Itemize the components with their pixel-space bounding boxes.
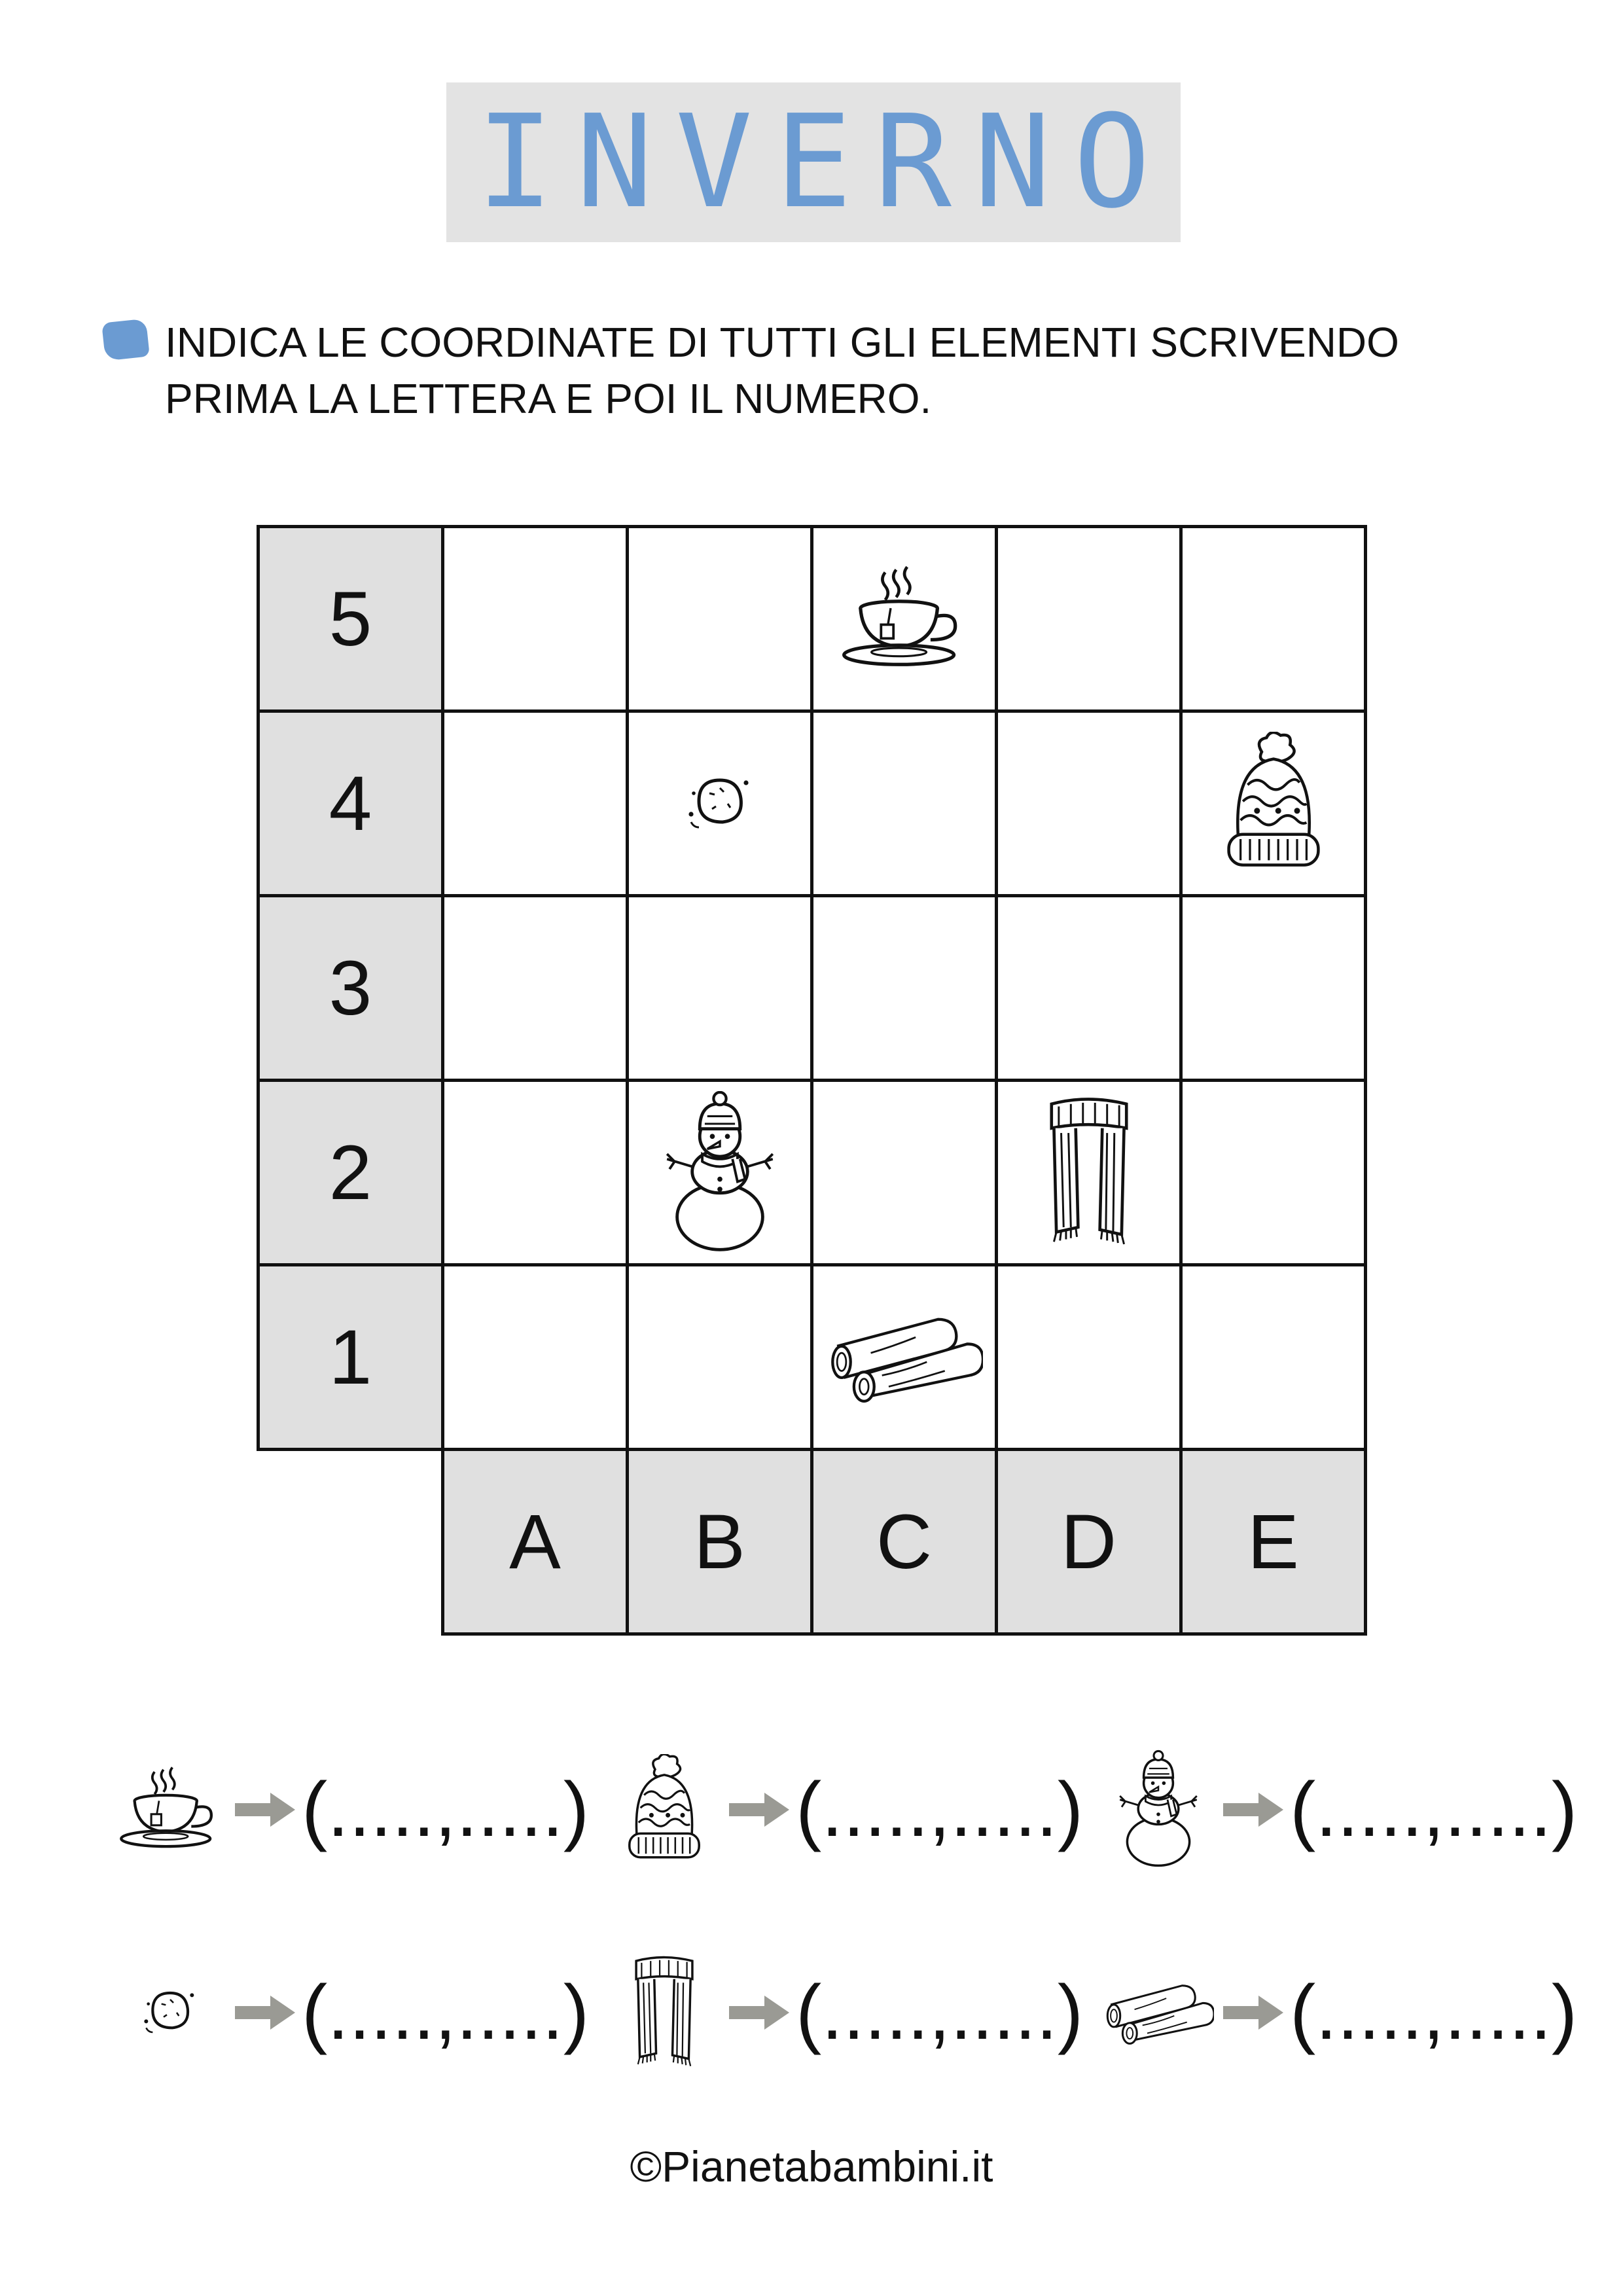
answer-logs: [1103, 1957, 1577, 2068]
grid-cell-c1[interactable]: [810, 1263, 998, 1451]
row-label-4: [257, 709, 444, 897]
column-label-text: E: [1247, 1498, 1299, 1585]
instruction-bullet-icon: [101, 319, 150, 361]
answer-teacup: [115, 1754, 589, 1865]
snowball-icon: [137, 1980, 203, 2045]
winter-hat-icon: [1215, 732, 1332, 876]
row-label-5: [257, 525, 444, 713]
grid-cell-b1[interactable]: [626, 1263, 813, 1451]
grid-cell-e4[interactable]: [1179, 709, 1367, 897]
grid-cell-e5[interactable]: [1179, 525, 1367, 713]
column-label-text: B: [694, 1498, 745, 1585]
grid-cell-d3[interactable]: [995, 894, 1183, 1082]
scarf-icon: [1033, 1094, 1145, 1251]
row-label-1: [257, 1263, 444, 1451]
grid-cell-c5[interactable]: [810, 525, 998, 713]
winter-hat-icon: [618, 1754, 710, 1865]
row-label-text: 3: [329, 944, 372, 1031]
coordinate-answer-blank[interactable]: (.....,.....): [302, 1767, 590, 1853]
grid-cell-d5[interactable]: [995, 525, 1183, 713]
column-label-text: D: [1060, 1498, 1117, 1585]
column-label-b: [626, 1448, 813, 1636]
title-banner: [446, 82, 1181, 242]
row-label-text: 5: [329, 575, 372, 662]
answer-scarf: [609, 1957, 1083, 2068]
page-title: INVERNO: [476, 88, 1173, 237]
column-label-text: A: [509, 1498, 561, 1585]
coordinate-answer-blank[interactable]: (.....,.....): [796, 1969, 1084, 2056]
row-label-text: 2: [329, 1129, 372, 1216]
snowball-icon: [681, 764, 759, 843]
coordinate-answer-blank[interactable]: (.....,.....): [302, 1969, 590, 2056]
copyright-footer: ©Pianetabambini.it: [630, 2142, 993, 2191]
arrow-right-icon: [232, 1993, 298, 2032]
arrow-right-icon: [232, 1790, 298, 1829]
coordinate-answer-blank[interactable]: (.....,.....): [1290, 1969, 1578, 2056]
arrow-right-icon: [726, 1790, 792, 1829]
grid-cell-b3[interactable]: [626, 894, 813, 1082]
snowman-icon: [1113, 1748, 1204, 1872]
row-label-3: [257, 894, 444, 1082]
grid-cell-c4[interactable]: [810, 709, 998, 897]
grid-cell-b2[interactable]: [626, 1079, 813, 1266]
row-label-text: 1: [329, 1314, 372, 1401]
column-label-e: [1179, 1448, 1367, 1636]
answer-snowball: [115, 1957, 589, 2068]
grid-cell-a4[interactable]: [441, 709, 629, 897]
grid-cell-d4[interactable]: [995, 709, 1183, 897]
grid-cell-c2[interactable]: [810, 1079, 998, 1266]
logs-icon: [1103, 1977, 1214, 2049]
scarf-icon: [622, 1954, 707, 2072]
row-label-2: [257, 1079, 444, 1266]
coordinate-answer-blank[interactable]: (.....,.....): [1290, 1767, 1578, 1853]
grid-cell-a1[interactable]: [441, 1263, 629, 1451]
row-label-text: 4: [329, 760, 372, 847]
grid-cell-d1[interactable]: [995, 1263, 1183, 1451]
answer-winter-hat: [609, 1754, 1083, 1865]
arrow-right-icon: [1221, 1790, 1286, 1829]
instruction-text: INDICA LE COORDINATE DI TUTTI GLI ELEMENTI SCRIVENDO PRIMA LA LETTERA E POI IL NUMERO.: [165, 319, 1399, 422]
grid-cell-a5[interactable]: [441, 525, 629, 713]
grid-cell-e3[interactable]: [1179, 894, 1367, 1082]
logs-icon: [826, 1312, 983, 1403]
grid-cell-e2[interactable]: [1179, 1079, 1367, 1266]
grid-cell-c3[interactable]: [810, 894, 998, 1082]
column-label-c: [810, 1448, 998, 1636]
grid-cell-a2[interactable]: [441, 1079, 629, 1266]
snowman-icon: [654, 1091, 785, 1255]
answer-snowman: [1103, 1754, 1577, 1865]
arrow-right-icon: [1221, 1993, 1286, 2032]
grid-cell-d2[interactable]: [995, 1079, 1183, 1266]
grid-cell-b5[interactable]: [626, 525, 813, 713]
grid-cell-b4[interactable]: [626, 709, 813, 897]
column-label-text: C: [876, 1498, 933, 1585]
coordinate-answer-blank[interactable]: (.....,.....): [796, 1767, 1084, 1853]
coordinate-grid: [257, 525, 1369, 1638]
teacup-icon: [115, 1764, 226, 1856]
teacup-icon: [836, 564, 973, 675]
arrow-right-icon: [726, 1993, 792, 2032]
grid-cell-e1[interactable]: [1179, 1263, 1367, 1451]
column-label-a: [441, 1448, 629, 1636]
column-label-d: [995, 1448, 1183, 1636]
grid-cell-a3[interactable]: [441, 894, 629, 1082]
